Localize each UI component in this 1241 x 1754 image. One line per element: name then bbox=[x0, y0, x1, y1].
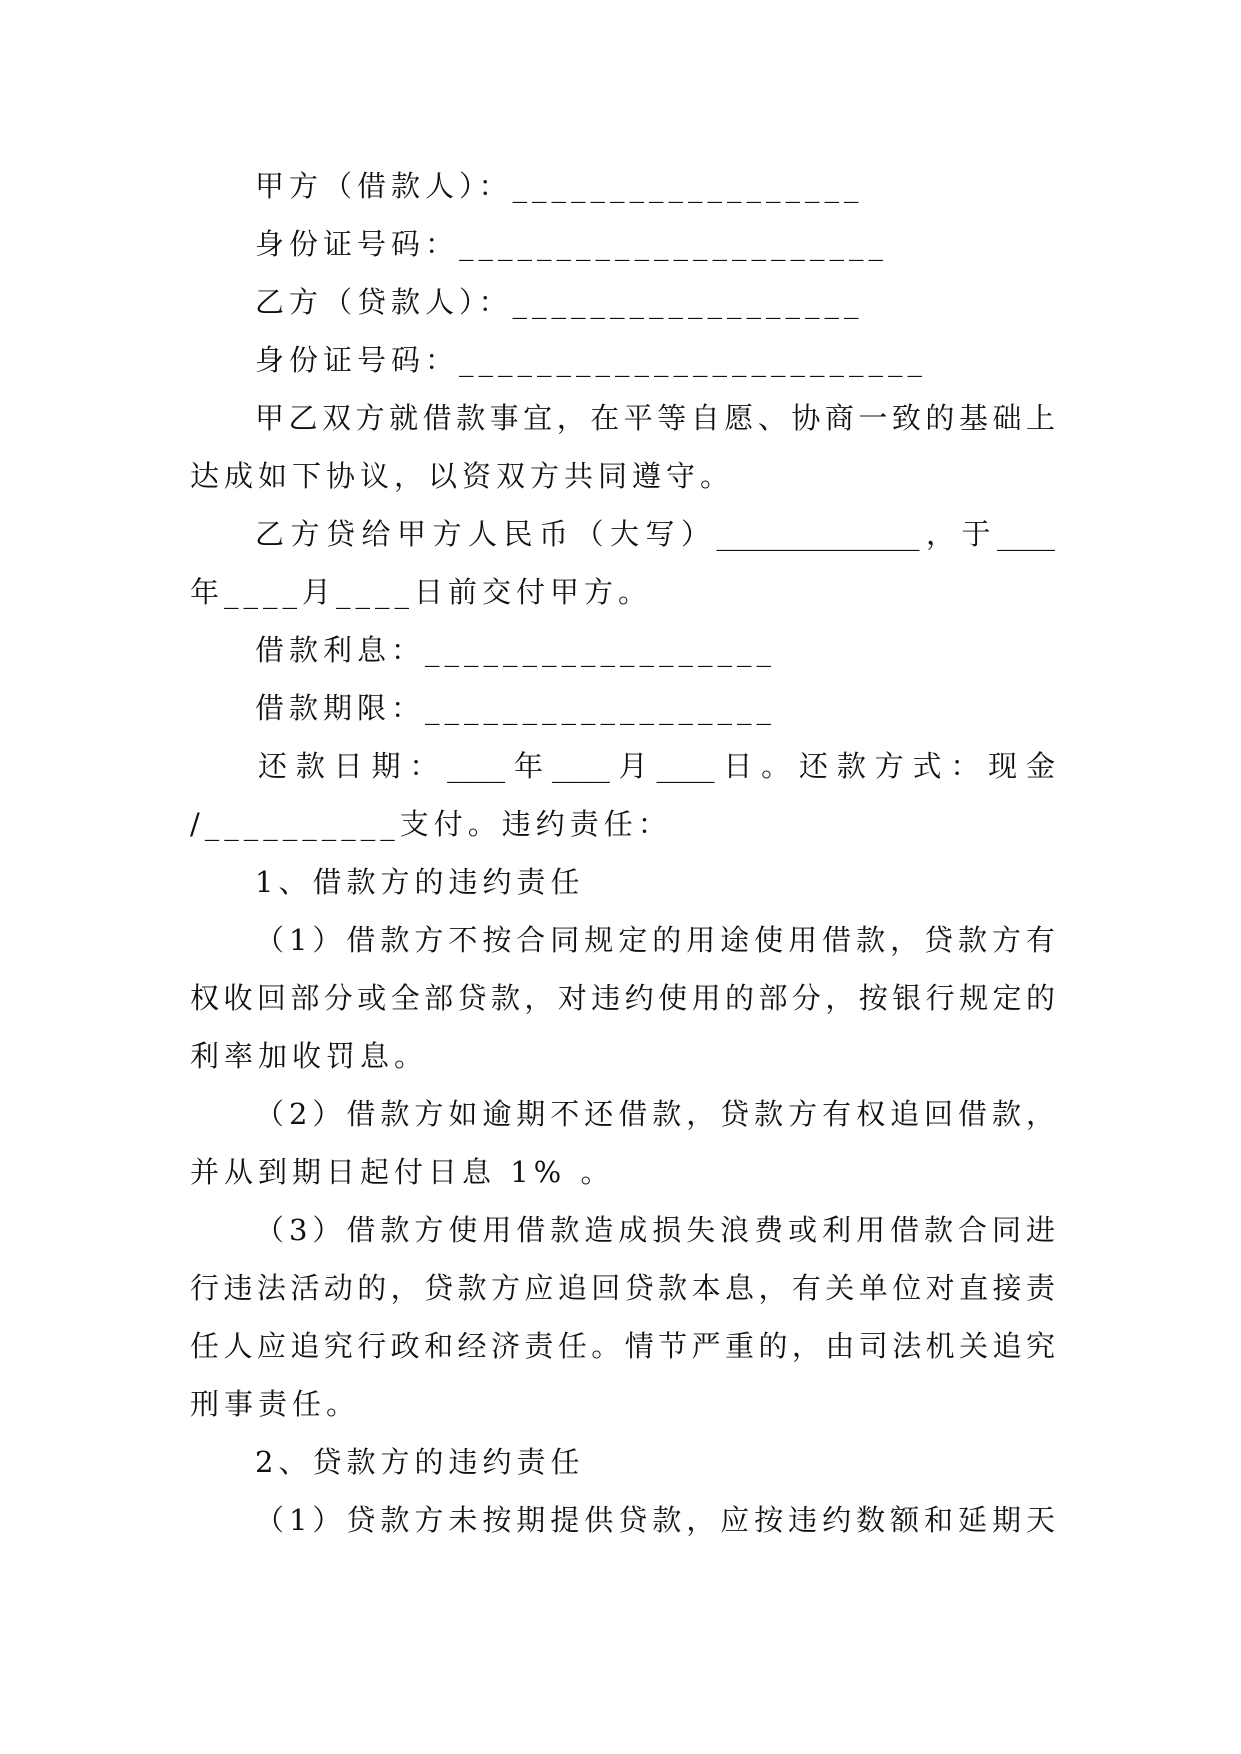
section-heading-lender-liability: 2、贷款方的违约责任 bbox=[255, 1445, 585, 1479]
loan-term-field: 借款期限：__________________ bbox=[255, 691, 777, 725]
borrower-id-field: 身份证号码：______________________ bbox=[255, 227, 889, 261]
clause-1-2-line-1: （2）借款方如逾期不还借款，贷款方有权追回借款， bbox=[255, 1097, 1055, 1131]
lender-name-field: 乙方（贷款人）：__________________ bbox=[255, 285, 864, 319]
lender-id-field: 身份证号码：________________________ bbox=[255, 343, 928, 377]
clause-1-3-line-3: 任人应追究行政和经济责任。情节严重的，由司法机关追究 bbox=[190, 1329, 1055, 1363]
agreement-intro-line-2: 达成如下协议，以资双方共同遵守。 bbox=[190, 459, 735, 493]
clause-1-1-line-3: 利率加收罚息。 bbox=[190, 1039, 429, 1073]
repayment-line-2: /__________支付。违约责任： bbox=[190, 807, 672, 841]
agreement-intro-line-1: 甲乙双方就借款事宜，在平等自愿、协商一致的基础上 bbox=[255, 401, 1055, 435]
loan-interest-field: 借款利息：__________________ bbox=[255, 633, 777, 667]
clause-1-2-line-2: 并从到期日起付日息 1% 。 bbox=[190, 1155, 615, 1189]
clause-1-3-line-4: 刑事责任。 bbox=[190, 1387, 361, 1421]
loan-amount-line-2: 年____月____日前交付甲方。 bbox=[190, 575, 653, 609]
clause-1-3-line-2: 行违法活动的，贷款方应追回贷款本息，有关单位对直接责 bbox=[190, 1271, 1055, 1305]
borrower-name-field: 甲方（借款人）：__________________ bbox=[255, 169, 864, 203]
repayment-line-1: 还款日期：____年____月____日。还款方式：现金 bbox=[258, 749, 1055, 783]
clause-1-3-line-1: （3）借款方使用借款造成损失浪费或利用借款合同进 bbox=[255, 1213, 1055, 1247]
clause-2-1-line-1: （1）贷款方未按期提供贷款，应按违约数额和延期天 bbox=[255, 1503, 1055, 1537]
section-heading-borrower-liability: 1、借款方的违约责任 bbox=[255, 865, 585, 899]
loan-amount-line-1: 乙方贷给甲方人民币（大写）______________，于____ bbox=[255, 517, 1055, 551]
clause-1-1-line-2: 权收回部分或全部贷款，对违约使用的部分，按银行规定的 bbox=[190, 981, 1055, 1015]
clause-1-1-line-1: （1）借款方不按合同规定的用途使用借款，贷款方有 bbox=[255, 923, 1055, 957]
